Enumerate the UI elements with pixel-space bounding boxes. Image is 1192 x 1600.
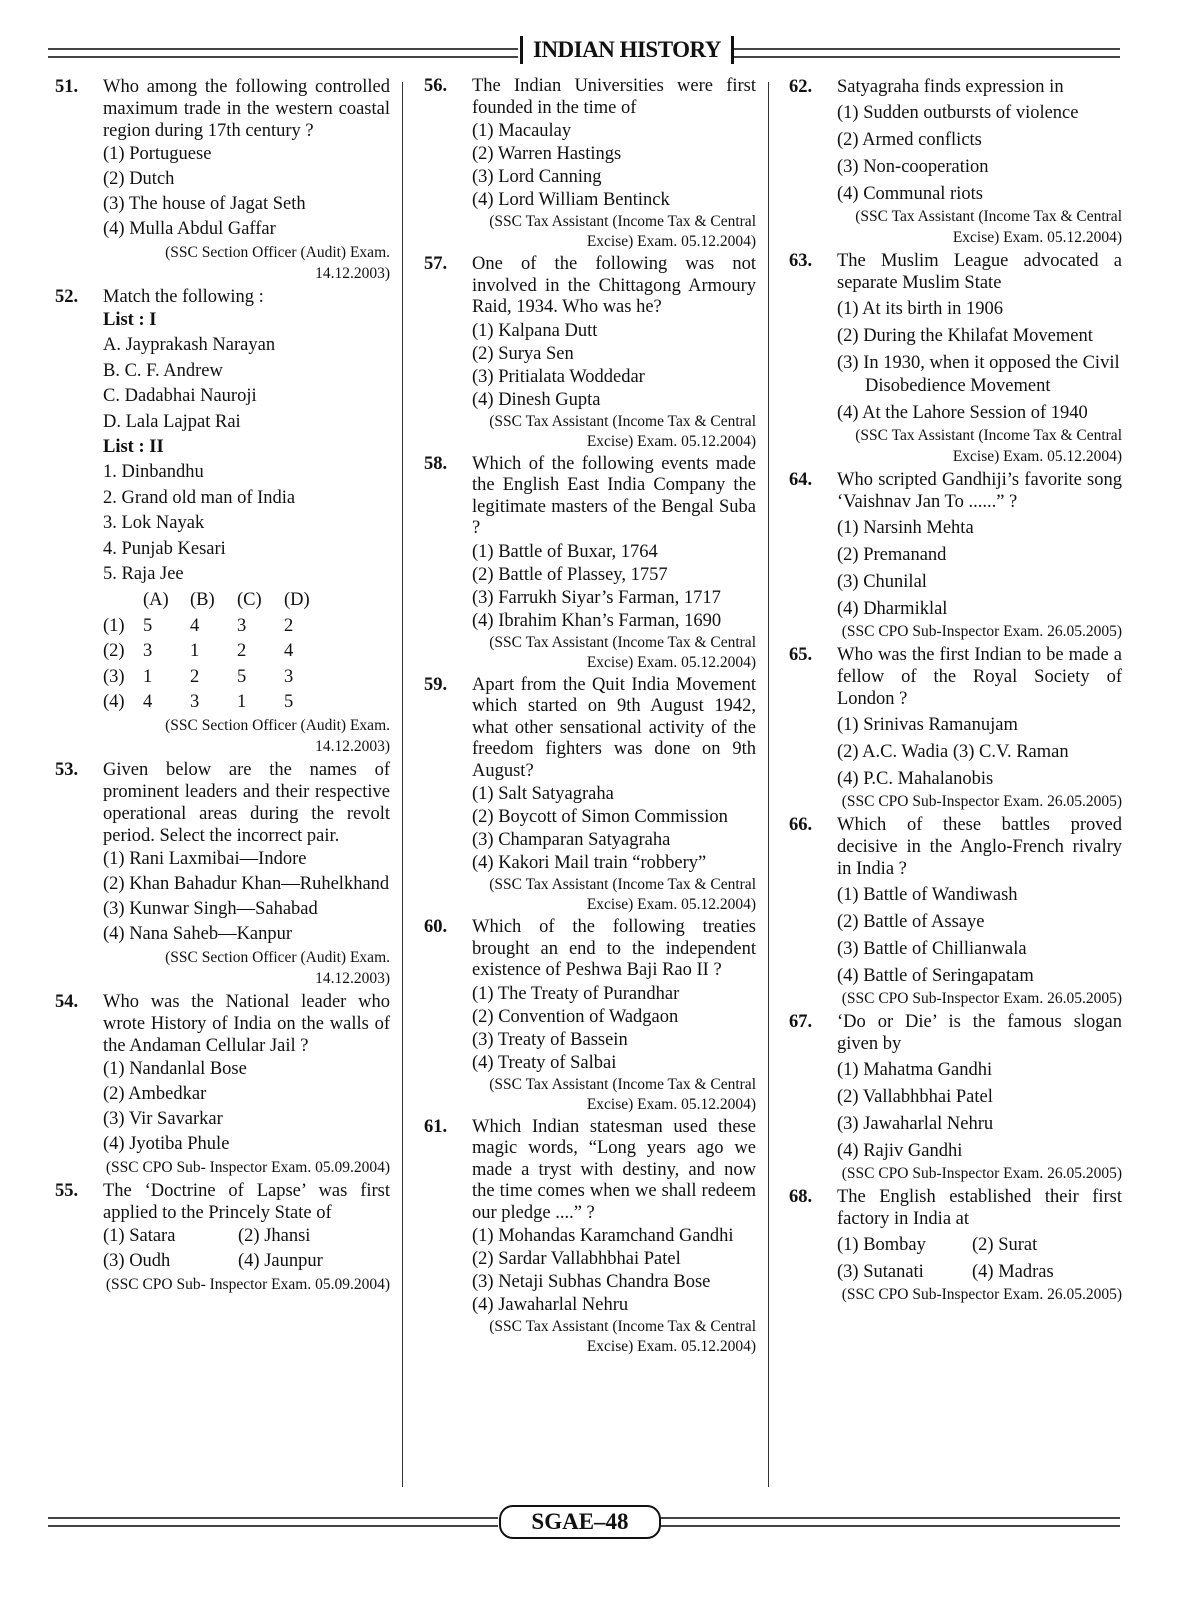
answer-option[interactable]: (2) Premanand (837, 545, 947, 565)
list-1-item: C. Dadabhai Nauroji (103, 386, 257, 406)
answer-option[interactable]: (4) P.C. Mahalanobis (837, 769, 994, 789)
question (55, 1180, 390, 1295)
match-cell: 3 (237, 615, 247, 636)
answer-option[interactable]: (2) A.C. Wadia (3) C.V. Raman (837, 742, 1069, 762)
answer-option[interactable]: (1) Sudden outbursts of violence (837, 103, 1079, 123)
answer-option[interactable]: (2) Battle of Assaye (837, 912, 985, 932)
match-cell: 4 (284, 641, 294, 662)
answer-option[interactable]: (3) Treaty of Bassein (472, 1029, 628, 1050)
answer-option[interactable]: (1) The Treaty of Purandhar (472, 983, 680, 1004)
exam-source: (SSC Tax Assistant (Income Tax & Central Excise) Exam. 05.12.2004) (489, 1075, 756, 1113)
answer-option[interactable]: (2) Dutch (103, 169, 175, 189)
question (424, 675, 756, 916)
answer-option[interactable]: (3) Chunilal (837, 572, 927, 592)
list-2-item: 3. Lok Nayak (103, 513, 205, 533)
answer-option[interactable]: (2) Surya Sen (472, 343, 574, 364)
question-number: 66. (789, 815, 813, 835)
match-cell: 1 (237, 692, 247, 713)
match-table-header (103, 588, 331, 614)
column-1 (55, 76, 390, 1297)
answer-option[interactable]: (4) Rajiv Gandhi (837, 1141, 963, 1161)
section-title: INDIAN HISTORY (520, 36, 734, 64)
question-text: Which of these battles proved decisive in the Anglo-French rivalry in India ? (837, 815, 1122, 879)
question (55, 286, 390, 757)
footer-rule-left (48, 1517, 498, 1527)
answer-option[interactable]: (3) Battle of Chillianwala (837, 939, 1027, 959)
answer-option[interactable]: (3) In 1930, when it opposed the Civil Disobedience Movement (837, 353, 1120, 396)
match-cell: 3 (284, 666, 294, 687)
match-cell: 2 (237, 641, 247, 662)
match-cell: 5 (284, 692, 294, 713)
match-cell: 2 (284, 615, 294, 636)
answer-option[interactable]: (1) Mahatma Gandhi (837, 1060, 993, 1080)
list-1-item: A. Jayprakash Narayan (103, 335, 276, 355)
match-option-row (103, 690, 331, 716)
answer-option[interactable]: (1) Macaulay (472, 121, 572, 141)
exam-source: (SSC Tax Assistant (Income Tax & Central Excise) Exam. 05.12.2004) (489, 1318, 756, 1355)
question-number: 58. (424, 453, 448, 474)
question-text: ‘Do or Die’ is the famous slogan given by (837, 1012, 1122, 1054)
list-2-item: 5. Raja Jee (103, 564, 184, 584)
answer-option[interactable]: (3) Pritialata Woddedar (472, 366, 645, 387)
question (424, 454, 756, 673)
answer-options (837, 298, 1122, 425)
answer-options (837, 884, 1122, 988)
exam-source: (SSC CPO Sub-Inspector Exam. 26.05.2005) (841, 1165, 1122, 1182)
answer-option[interactable]: (4) Jaunpur (238, 1251, 323, 1271)
answer-option[interactable]: (4) Kakori Mail train “robbery” (472, 853, 707, 873)
match-option-row (103, 639, 331, 665)
answer-option[interactable]: (2) Armed conflicts (837, 130, 982, 150)
answer-option[interactable]: (4) At the Lahore Session of 1940 (837, 403, 1088, 423)
exam-source: (SSC Tax Assistant (Income Tax & Central Excise) Exam. 05.12.2004) (489, 412, 756, 450)
question (789, 814, 1122, 1009)
answer-option[interactable]: (1) Battle of Wandiwash (837, 885, 1018, 905)
answer-option[interactable]: (1) Rani Laxmibai—Indore (103, 849, 307, 869)
answer-options (472, 783, 756, 874)
question-number: 68. (789, 1187, 813, 1207)
match-cell: 4 (143, 692, 153, 713)
question-text: Given below are the names of prominent leaders and their respective operational areas during the revolt period. Select the incorrect pair. (103, 760, 390, 846)
match-cell: 5 (237, 666, 247, 687)
answer-option[interactable]: (4) Communal riots (837, 184, 983, 204)
answer-option[interactable]: (2) Jhansi (238, 1226, 311, 1246)
answer-option[interactable]: (1) Salt Satyagraha (472, 784, 614, 804)
question-number: 57. (424, 254, 448, 274)
answer-option[interactable]: (3) The house of Jagat Seth (103, 194, 306, 214)
answer-option[interactable]: (1) Portuguese (103, 144, 212, 164)
answer-option[interactable]: (2) During the Khilafat Movement (837, 326, 1093, 346)
question-text: Satyagraha finds expression in (837, 77, 1064, 97)
answer-option[interactable]: (4) Madras (972, 1262, 1054, 1282)
column-2 (424, 76, 756, 1359)
match-cell: (4) (103, 692, 125, 713)
answer-option[interactable]: (2) Surat (972, 1235, 1038, 1255)
answer-option[interactable]: (1) Satara (103, 1226, 176, 1246)
answer-option[interactable]: (3) Lord Canning (472, 167, 602, 187)
answer-options (837, 1230, 1122, 1284)
question-text: One of the following was not involved in the Chittagong Armoury Raid, 1934. Who was he? (472, 254, 756, 317)
question-number: 67. (789, 1012, 813, 1032)
match-cell: 3 (143, 641, 153, 662)
question-number: 54. (55, 992, 79, 1012)
answer-option[interactable]: (4) Treaty of Salbai (472, 1052, 617, 1073)
answer-option[interactable]: (2) Boycott of Simon Commission (472, 807, 728, 827)
question-number: 56. (424, 76, 448, 96)
question-text: The ‘Doctrine of Lapse’ was first applied to the Princely State of (103, 1181, 390, 1223)
match-cell: 2 (190, 666, 200, 687)
question (789, 76, 1122, 248)
answer-option[interactable]: (2) Battle of Plassey, 1757 (472, 564, 668, 585)
question (424, 76, 756, 252)
question (424, 917, 756, 1115)
list-1-item: B. C. F. Andrew (103, 360, 223, 381)
answer-options (837, 714, 1122, 791)
question-text: The English established their first factory in India at (837, 1187, 1122, 1229)
question-number: 61. (424, 1116, 448, 1137)
match-cell: (2) (103, 641, 125, 662)
answer-option[interactable]: (4) Lord William Bentinck (472, 190, 670, 210)
question-text: Who was the National leader who wrote History of India on the walls of the Andaman Cellular Jail ? (103, 992, 390, 1056)
question-text: Which Indian statesman used these magic words, “Long years ago we made a tryst with destiny, and now the time comes when we shall redeem our pledge ....” ? (472, 1116, 756, 1223)
question-text: Apart from the Quit India Movement which started on 9th August 1942, what other sensational activity of the freedom fighters was done on 9th August? (472, 674, 756, 781)
answer-option[interactable]: (4) Ibrahim Khan’s Farman, 1690 (472, 610, 722, 631)
answer-option[interactable]: (1) Mohandas Karamchand Gandhi (472, 1226, 734, 1246)
match-header-cell: (D) (284, 590, 310, 611)
match-cell: 5 (143, 615, 153, 636)
match-header-cell (103, 588, 143, 614)
answer-option[interactable]: (1) Battle of Buxar, 1764 (472, 541, 658, 562)
answer-options (103, 1057, 390, 1157)
answer-options (103, 1224, 390, 1274)
question (789, 1011, 1122, 1184)
column-divider (402, 82, 403, 1487)
question (789, 469, 1122, 642)
exam-source: (SSC Tax Assistant (Income Tax & Central Excise) Exam. 05.12.2004) (489, 213, 756, 250)
match-cell: (1) (103, 615, 125, 636)
answer-option[interactable]: (2) Ambedkar (103, 1084, 207, 1104)
answer-options (837, 517, 1122, 621)
column-divider (768, 82, 769, 1487)
exam-source: (SSC CPO Sub-Inspector Exam. 26.05.2005) (841, 623, 1122, 640)
list-2-item: 2. Grand old man of India (103, 487, 296, 508)
exam-source: (SSC Section Officer (Audit) Exam. 14.12.2003) (165, 949, 390, 987)
column-3 (789, 76, 1122, 1307)
answer-option[interactable]: (4) Mulla Abdul Gaffar (103, 219, 276, 239)
exam-source: (SSC CPO Sub- Inspector Exam. 05.09.2004) (105, 1276, 390, 1293)
answer-option[interactable]: (3) Jawaharlal Nehru (837, 1114, 994, 1134)
answer-option[interactable]: (2) Sardar Vallabhbhai Patel (472, 1249, 681, 1269)
answer-option[interactable]: (3) Kunwar Singh—Sahabad (103, 899, 318, 919)
question (789, 250, 1122, 467)
answer-option[interactable]: (2) Convention of Wadgaon (472, 1006, 679, 1027)
exam-source: (SSC Tax Assistant (Income Tax & Central Excise) Exam. 05.12.2004) (489, 876, 756, 913)
header-rule-left (48, 48, 518, 58)
match-option-row (103, 664, 331, 690)
exam-source: (SSC Tax Assistant (Income Tax & Central Excise) Exam. 05.12.2004) (855, 208, 1122, 246)
question (424, 254, 756, 452)
question-text: Who among the following controlled maximum trade in the western coastal region during 17th century ? (103, 77, 390, 141)
question-number: 52. (55, 287, 79, 307)
answer-options (472, 320, 756, 411)
question-text: Who scripted Gandhiji’s favorite song ‘Vaishnav Jan To ......” ? (837, 470, 1122, 512)
question-number: 53. (55, 760, 79, 780)
question (55, 991, 390, 1178)
match-cell: 1 (190, 641, 200, 662)
match-cell: 3 (190, 692, 200, 713)
exam-source: (SSC CPO Sub-Inspector Exam. 26.05.2005) (841, 793, 1122, 810)
answer-option[interactable]: (2) Vallabhbhai Patel (837, 1087, 993, 1107)
page-number: SGAE–48 (499, 1505, 661, 1539)
question-text: The Muslim League advocated a separate Muslim State (837, 251, 1122, 293)
question (789, 1186, 1122, 1305)
question-text: Which of the following treaties brought an end to the independent existence of Peshwa Baji Rao II ? (472, 917, 756, 980)
answer-option[interactable]: (2) Khan Bahadur Khan—Ruhelkhand (103, 874, 390, 894)
question (55, 76, 390, 284)
page-header (48, 36, 1120, 66)
page-footer (48, 1505, 1120, 1539)
question-text: The Indian Universities were first founded in the time of (472, 76, 756, 118)
exam-source: (SSC CPO Sub-Inspector Exam. 26.05.2005) (841, 990, 1122, 1007)
answer-options (103, 142, 390, 242)
answer-options (472, 541, 756, 632)
match-cell: 4 (190, 615, 200, 636)
question-number: 51. (55, 77, 79, 97)
footer-rule-right (660, 1517, 1120, 1527)
answer-option[interactable]: (3) Sutanati (837, 1262, 924, 1282)
exam-source: (SSC Section Officer (Audit) Exam. 14.12.2003) (165, 717, 390, 755)
question-number: 64. (789, 470, 813, 490)
answer-option[interactable]: (1) Nandanlal Bose (103, 1059, 247, 1079)
answer-option[interactable]: (3) Champaran Satyagraha (472, 830, 671, 850)
exam-source: (SSC CPO Sub- Inspector Exam. 05.09.2004) (105, 1159, 390, 1176)
match-header-cell: (B) (190, 590, 215, 611)
list-2-item: 4. Punjab Kesari (103, 538, 226, 559)
exam-source: (SSC CPO Sub-Inspector Exam. 26.05.2005) (841, 1286, 1122, 1303)
answer-option[interactable]: (4) Dinesh Gupta (472, 389, 601, 410)
question (55, 759, 390, 989)
answer-options (472, 983, 756, 1074)
answer-option[interactable]: (1) Narsinh Mehta (837, 518, 974, 538)
question-number: 65. (789, 645, 813, 665)
answer-option[interactable]: (4) Nana Saheb—Kanpur (103, 924, 293, 944)
question-number: 55. (55, 1181, 79, 1201)
answer-option[interactable]: (4) Jyotiba Phule (103, 1134, 230, 1154)
exam-source: (SSC Section Officer (Audit) Exam. 14.12.2003) (165, 244, 390, 282)
answer-option[interactable]: (3) Farrukh Siyar’s Farman, 1717 (472, 587, 721, 608)
match-cell: 1 (143, 666, 153, 687)
answer-option[interactable]: (3) Netaji Subhas Chandra Bose (472, 1272, 711, 1292)
header-rule-right (696, 48, 1120, 58)
answer-option[interactable]: (1) At its birth in 1906 (837, 299, 1003, 319)
exam-source: (SSC Tax Assistant (Income Tax & Central Excise) Exam. 05.12.2004) (855, 427, 1122, 465)
answer-option[interactable]: (4) Jawaharlal Nehru (472, 1295, 629, 1315)
question (424, 1117, 756, 1358)
answer-options (472, 120, 756, 211)
answer-options (472, 1225, 756, 1316)
list-1-label: List : I (103, 310, 157, 330)
answer-options (837, 102, 1122, 206)
answer-option[interactable]: (1) Kalpana Dutt (472, 320, 598, 341)
list-1-item: D. Lala Lajpat Rai (103, 411, 241, 432)
question-text: Match the following : (103, 287, 264, 307)
question-number: 63. (789, 251, 813, 271)
answer-option[interactable]: (3) Vir Savarkar (103, 1109, 223, 1129)
question-text: Which of the following events made the English East India Company the legitimate masters of the Bengal Suba ? (472, 453, 756, 538)
match-header-cell: (A) (143, 590, 169, 611)
answer-option[interactable]: (3) Oudh (103, 1251, 171, 1271)
question-number: 62. (789, 77, 813, 97)
answer-option[interactable]: (4) Battle of Seringapatam (837, 966, 1034, 986)
match-header-cell: (C) (237, 590, 262, 611)
question-number: 60. (424, 917, 448, 937)
answer-options (837, 1059, 1122, 1163)
question-text: Who was the first Indian to be made a fellow of the Royal Society of London ? (837, 645, 1122, 709)
question-number: 59. (424, 674, 448, 695)
match-cell: (3) (103, 666, 125, 687)
match-answer-table (103, 588, 331, 716)
list-2-label: List : II (103, 437, 164, 457)
list-2-item: 1. Dinbandhu (103, 462, 204, 482)
answer-option[interactable]: (1) Srinivas Ramanujam (837, 715, 1018, 735)
answer-options (103, 847, 390, 947)
match-option-row (103, 613, 331, 639)
exam-source: (SSC Tax Assistant (Income Tax & Central Excise) Exam. 05.12.2004) (489, 633, 756, 671)
answer-option[interactable]: (2) Warren Hastings (472, 144, 622, 164)
answer-option[interactable]: (1) Bombay (837, 1235, 926, 1255)
question (789, 644, 1122, 812)
answer-option[interactable]: (4) Dharmiklal (837, 599, 948, 619)
answer-option[interactable]: (3) Non-cooperation (837, 157, 989, 177)
